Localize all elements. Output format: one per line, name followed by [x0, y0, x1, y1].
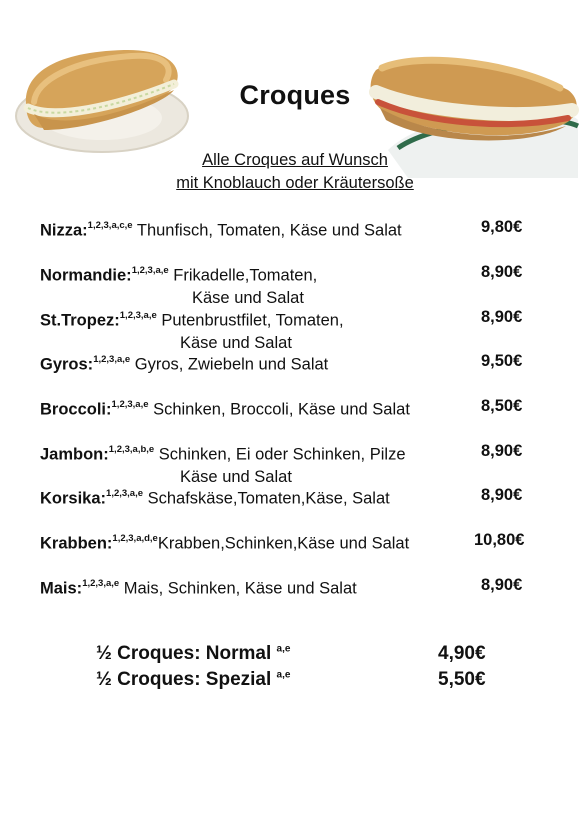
half-croque-spezial	[96, 669, 486, 691]
menu-item-mais	[40, 574, 560, 600]
item-price: 8,50€	[481, 397, 523, 415]
item-name: St.Tropez:	[40, 311, 120, 330]
item-price: 10,80€	[474, 531, 525, 549]
item-name: Broccoli:	[40, 400, 112, 419]
item-price: 9,80€	[481, 218, 523, 236]
menu-item-gyros	[40, 350, 560, 376]
item-price: 8,90€	[481, 442, 523, 460]
item-price: 8,90€	[481, 308, 523, 326]
item-name: Korsika:	[40, 489, 107, 508]
allergen-codes: 1,2,3,a,c,e	[87, 220, 133, 231]
item-description: Gyros, Zwiebeln und Salat	[130, 355, 329, 374]
allergen-codes: 1,2,3,a,e	[131, 265, 169, 276]
menu-item-nizza	[40, 216, 560, 242]
menu-item-st-tropez	[40, 306, 560, 354]
item-price: 9,50€	[481, 352, 523, 370]
half-label: ½ Croques: Normal	[96, 643, 277, 664]
item-price: 8,90€	[481, 263, 523, 281]
allergen-codes: 1,2,3,a,e	[106, 488, 144, 499]
half-price: 4,90€	[438, 643, 486, 664]
menu-item-broccoli	[40, 395, 560, 421]
item-name: Nizza:	[40, 221, 88, 240]
item-description: Krabben,Schinken,Käse und Salat	[157, 534, 410, 553]
menu-item-krabben	[40, 529, 560, 555]
item-name: Mais:	[40, 579, 83, 598]
item-description: Schinken, Broccoli, Käse und Salat	[148, 400, 410, 419]
subtitle-line-1: Alle Croques auf Wunsch	[202, 151, 388, 169]
allergen-codes: 1,2,3,a,e	[111, 399, 149, 410]
page-title: Croques	[239, 80, 351, 110]
half-price: 5,50€	[438, 669, 486, 690]
item-name: Normandie:	[40, 266, 132, 285]
item-description: Mais, Schinken, Käse und Salat	[119, 579, 357, 598]
menu-item-jambon	[40, 440, 560, 488]
item-description: Schafskäse,Tomaten,Käse, Salat	[143, 489, 390, 508]
subtitle-line-2: mit Knoblauch oder Kräutersoße	[176, 174, 414, 192]
item-price: 8,90€	[481, 576, 523, 594]
item-name: Krabben:	[40, 534, 113, 553]
menu-item-korsika	[40, 484, 560, 510]
allergen-codes: 1,2,3,a,e	[82, 578, 120, 589]
menu-item-normandie	[40, 261, 560, 309]
item-description: Frikadelle,Tomaten,	[168, 266, 318, 285]
allergen-codes: a,e	[276, 643, 291, 655]
item-description: Thunfisch, Tomaten, Käse und Salat	[132, 221, 402, 240]
half-croque-normal	[96, 643, 486, 665]
allergen-codes: a,e	[276, 669, 291, 681]
item-name: Jambon:	[40, 445, 109, 464]
allergen-codes: 1,2,3,a,d,e	[112, 533, 158, 544]
allergen-codes: 1,2,3,a,e	[93, 354, 131, 365]
item-price: 8,90€	[481, 486, 523, 504]
half-label: ½ Croques: Spezial	[96, 669, 277, 690]
item-description: Putenbrustfilet, Tomaten,	[156, 311, 344, 330]
allergen-codes: 1,2,3,a,e	[119, 310, 157, 321]
allergen-codes: 1,2,3,a,b,e	[108, 444, 155, 455]
item-description-cont: Käse und Salat	[180, 333, 292, 352]
item-name: Gyros:	[40, 355, 94, 374]
item-description-cont: Käse und Salat	[180, 467, 292, 486]
item-description: Schinken, Ei oder Schinken, Pilze	[154, 445, 406, 464]
item-description-cont: Käse und Salat	[192, 288, 304, 307]
